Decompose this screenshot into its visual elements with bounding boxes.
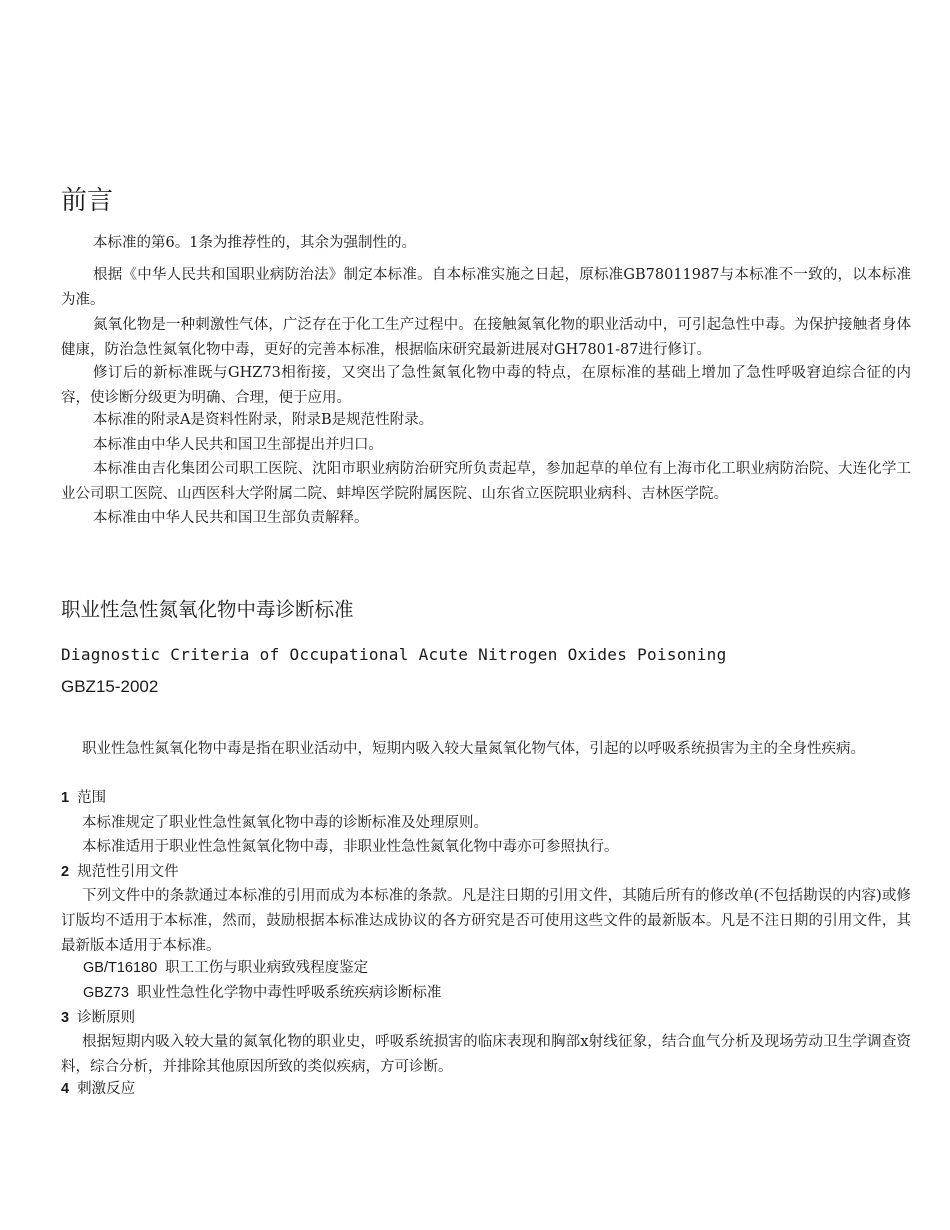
section-1-heading bbox=[61, 786, 106, 811]
standard-title: 职业性急性氮氧化物中毒诊断标准 bbox=[61, 598, 354, 621]
reference-title: 职业性急性化学物中毒性呼吸系统疾病诊断标准 bbox=[136, 985, 442, 1001]
foreword-paragraph: 修订后的新标准既与GHZ73相衔接，又突出了急性氮氧化物中毒的特点，在原标准的基础上增加了急性呼吸窘迫综合征的内容，使诊断分级更为明确、合理，便于应用。 bbox=[61, 365, 911, 406]
section-3-heading bbox=[61, 1006, 135, 1031]
foreword-paragraph: 本标准由中华人民共和国卫生部提出并归口。 bbox=[93, 437, 383, 453]
foreword-paragraph: 本标准的第6。1条为推荐性的，其余为强制性的。 bbox=[93, 235, 416, 251]
section-number: 3 bbox=[61, 1010, 70, 1026]
section-title: 规范性引用文件 bbox=[77, 864, 179, 880]
foreword-paragraph: 本标准的附录A是资料性附录，附录B是规范性附录。 bbox=[93, 412, 434, 428]
section-number: 1 bbox=[61, 790, 70, 806]
foreword-paragraph: 本标准由中华人民共和国卫生部负责解释。 bbox=[93, 510, 369, 526]
foreword-paragraph: 根据《中华人民共和国职业病防治法》制定本标准。自本标准实施之日起，原标准GB78011987与本标准不一致的，以本标准为准。 bbox=[61, 267, 911, 308]
section-4-heading bbox=[61, 1077, 135, 1102]
section-title: 范围 bbox=[77, 790, 107, 806]
section-title: 刺激反应 bbox=[77, 1081, 136, 1097]
standard-english-title: Diagnostic Criteria of Occupational Acute Nitrogen Oxides Poisoning bbox=[61, 645, 727, 664]
foreword-heading: 前言 bbox=[61, 186, 114, 216]
reference-item bbox=[83, 956, 368, 981]
reference-item bbox=[83, 981, 441, 1006]
section-2-heading bbox=[61, 860, 179, 885]
section-1-paragraph: 本标准规定了职业性急性氮氧化物中毒的诊断标准及处理原则。 bbox=[82, 815, 488, 831]
standard-intro: 职业性急性氮氧化物中毒是指在职业活动中，短期内吸入较大量氮氧化物气体，引起的以呼吸系统损害为主的全身性疾病。 bbox=[82, 741, 865, 757]
foreword-paragraph: 本标准由吉化集团公司职工医院、沈阳市职业病防治研究所负责起草，参加起草的单位有上海市化工职业病防治院、大连化学工业公司职工医院、山西医科大学附属二院、蚌埠医学院附属医院、山东省立医院职业病科、吉林医学院。 bbox=[61, 461, 911, 502]
foreword-paragraph: 氮氧化物是一种刺激性气体，广泛存在于化工生产过程中。在接触氮氧化物的职业活动中，可引起急性中毒。为保护接触者身体健康，防治急性氮氧化物中毒，更好的完善本标准，根据临床研究最新进展对GH7801-87进行修订。 bbox=[61, 317, 911, 358]
reference-code: GB/T16180 bbox=[83, 960, 158, 976]
reference-code: GBZ73 bbox=[83, 985, 129, 1001]
section-2-paragraph: 下列文件中的条款通过本标准的引用而成为本标准的条款。凡是注日期的引用文件，其随后所有的修改单(不包括勘误的内容)或修订版均不适用于本标准，然而，鼓励根据本标准达成协议的各方研究是否可使用这些文件的最新版本。凡是不注日期的引用文件，其最新版本适用于本标准。 bbox=[61, 888, 911, 954]
section-title: 诊断原则 bbox=[77, 1010, 136, 1026]
section-3-paragraph: 根据短期内吸入较大量的氮氧化物的职业史，呼吸系统损害的临床表现和胸部x射线征象，结合血气分析及现场劳动卫生学调查资料，综合分析，并排除其他原因所致的类似疾病，方可诊断。 bbox=[61, 1034, 911, 1075]
section-number: 2 bbox=[61, 864, 70, 880]
standard-code: GBZ15-2002 bbox=[61, 677, 159, 696]
section-number: 4 bbox=[61, 1081, 70, 1097]
reference-title: 职工工伤与职业病致残程度鉴定 bbox=[165, 960, 369, 976]
section-1-paragraph: 本标准适用于职业性急性氮氧化物中毒，非职业性急性氮氧化物中毒亦可参照执行。 bbox=[82, 839, 619, 855]
